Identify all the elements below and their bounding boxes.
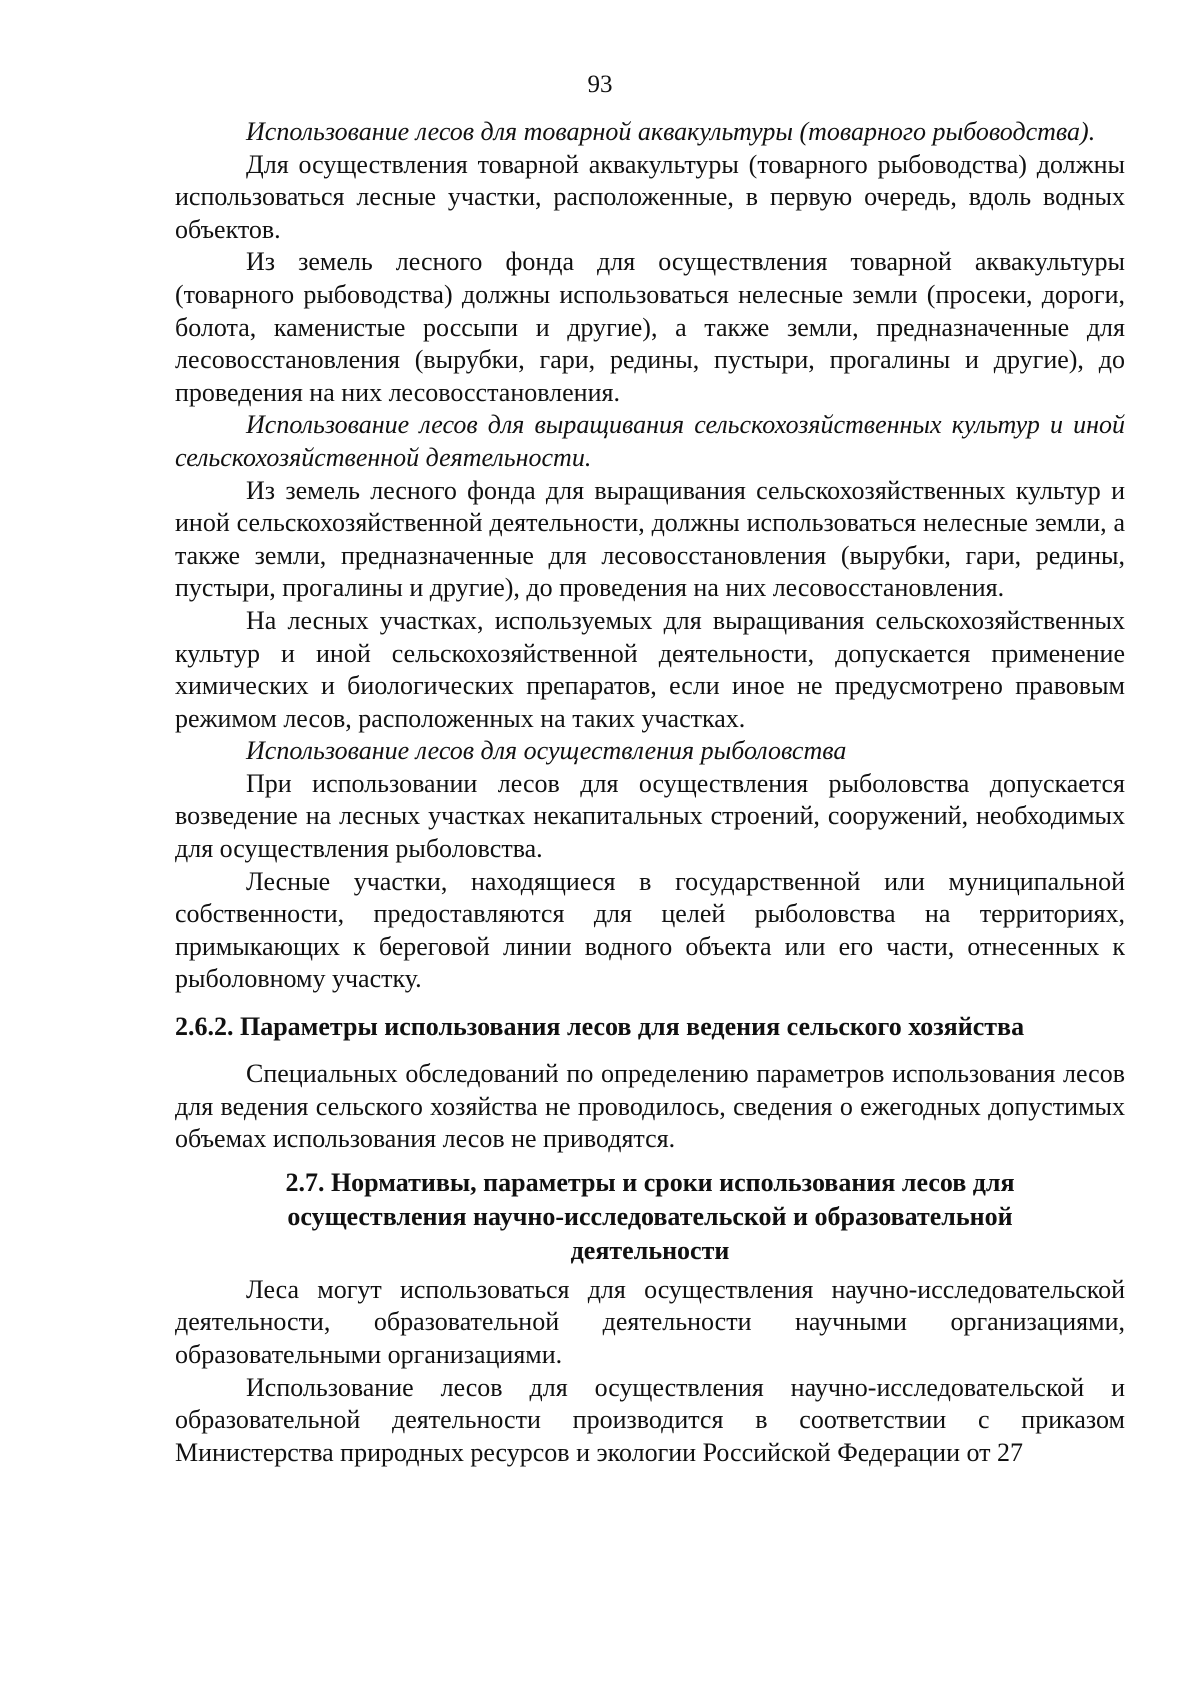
subsection-title-agriculture: Использование лесов для выращивания сельскохозяйственных культур и иной сельскохозяйственной деятельности.: [175, 410, 1125, 472]
heading-line: осуществления научно-исследовательской и образовательной: [287, 1201, 1013, 1231]
paragraph: Использование лесов для осуществления научно-исследовательской и образовательной деятельности производится в соответствии с приказом Министерства природных ресурсов и экологии Российской Федерации от 27: [175, 1372, 1125, 1467]
subsection-title-fishing: Использование лесов для осуществления рыболовства: [246, 736, 847, 766]
section-heading-2-6-2: 2.6.2. Параметры использования лесов для ведения сельского хозяйства: [175, 1012, 1025, 1042]
paragraph: Из земель лесного фонда для осуществления товарной аквакультуры (товарного рыбоводства) должны использоваться нелесные земли (просеки, дороги, болота, каменистые россыпи и другие), а также земли, предназначенные для лесовосстановления (вырубки, гари, редины, пустыри, прогалины и другие), до проведения на них лесовосстановления.: [175, 247, 1125, 407]
heading-line: деятельности: [570, 1235, 730, 1265]
section-heading-2-7: [175, 1166, 1125, 1268]
heading-line: 2.7. Нормативы, параметры и сроки использования лесов для: [285, 1167, 1015, 1197]
paragraph: Специальных обследований по определению параметров использования лесов для ведения сельского хозяйства не проводилось, сведения о ежегодных допустимых объемах использования лесов не приводятся.: [175, 1059, 1125, 1154]
paragraph: Для осуществления товарной аквакультуры (товарного рыбоводства) должны использоваться лесные участки, расположенные, в первую очередь, вдоль водных объектов.: [175, 149, 1125, 244]
paragraph: Из земель лесного фонда для выращивания сельскохозяйственных культур и иной сельскохозяйственной деятельности, должны использоваться нелесные земли, а также земли, предназначенные для лесовосстановления (вырубки, гари, редины, пустыри, прогалины и другие), до проведения на них лесовосстановления.: [175, 475, 1125, 603]
paragraph: Лесные участки, находящиеся в государственной или муниципальной собственности, предоставляются для целей рыболовства на территориях, примыкающих к береговой линии водного объекта или его части, отнесенных к рыболовному участку.: [175, 866, 1125, 994]
paragraph: При использовании лесов для осуществления рыболовства допускается возведение на лесных участках некапитальных строений, сооружений, необходимых для осуществления рыболовства.: [175, 768, 1125, 864]
paragraph: Леса могут использоваться для осуществления научно-исследовательской деятельности, образовательной деятельности научными организациями, образовательными организациями.: [175, 1274, 1125, 1369]
document-body: [175, 116, 1125, 1469]
subsection-title-aquaculture: Использование лесов для товарной аквакультуры (товарного рыбоводства).: [246, 117, 1096, 146]
page-number: 93: [587, 71, 613, 98]
paragraph: На лесных участках, используемых для выращивания сельскохозяйственных культур и иной сельскохозяйственной деятельности, допускается применение химических и биологических препаратов, если иное не предусмотрено правовым режимом лесов, расположенных на таких участках.: [175, 605, 1125, 733]
